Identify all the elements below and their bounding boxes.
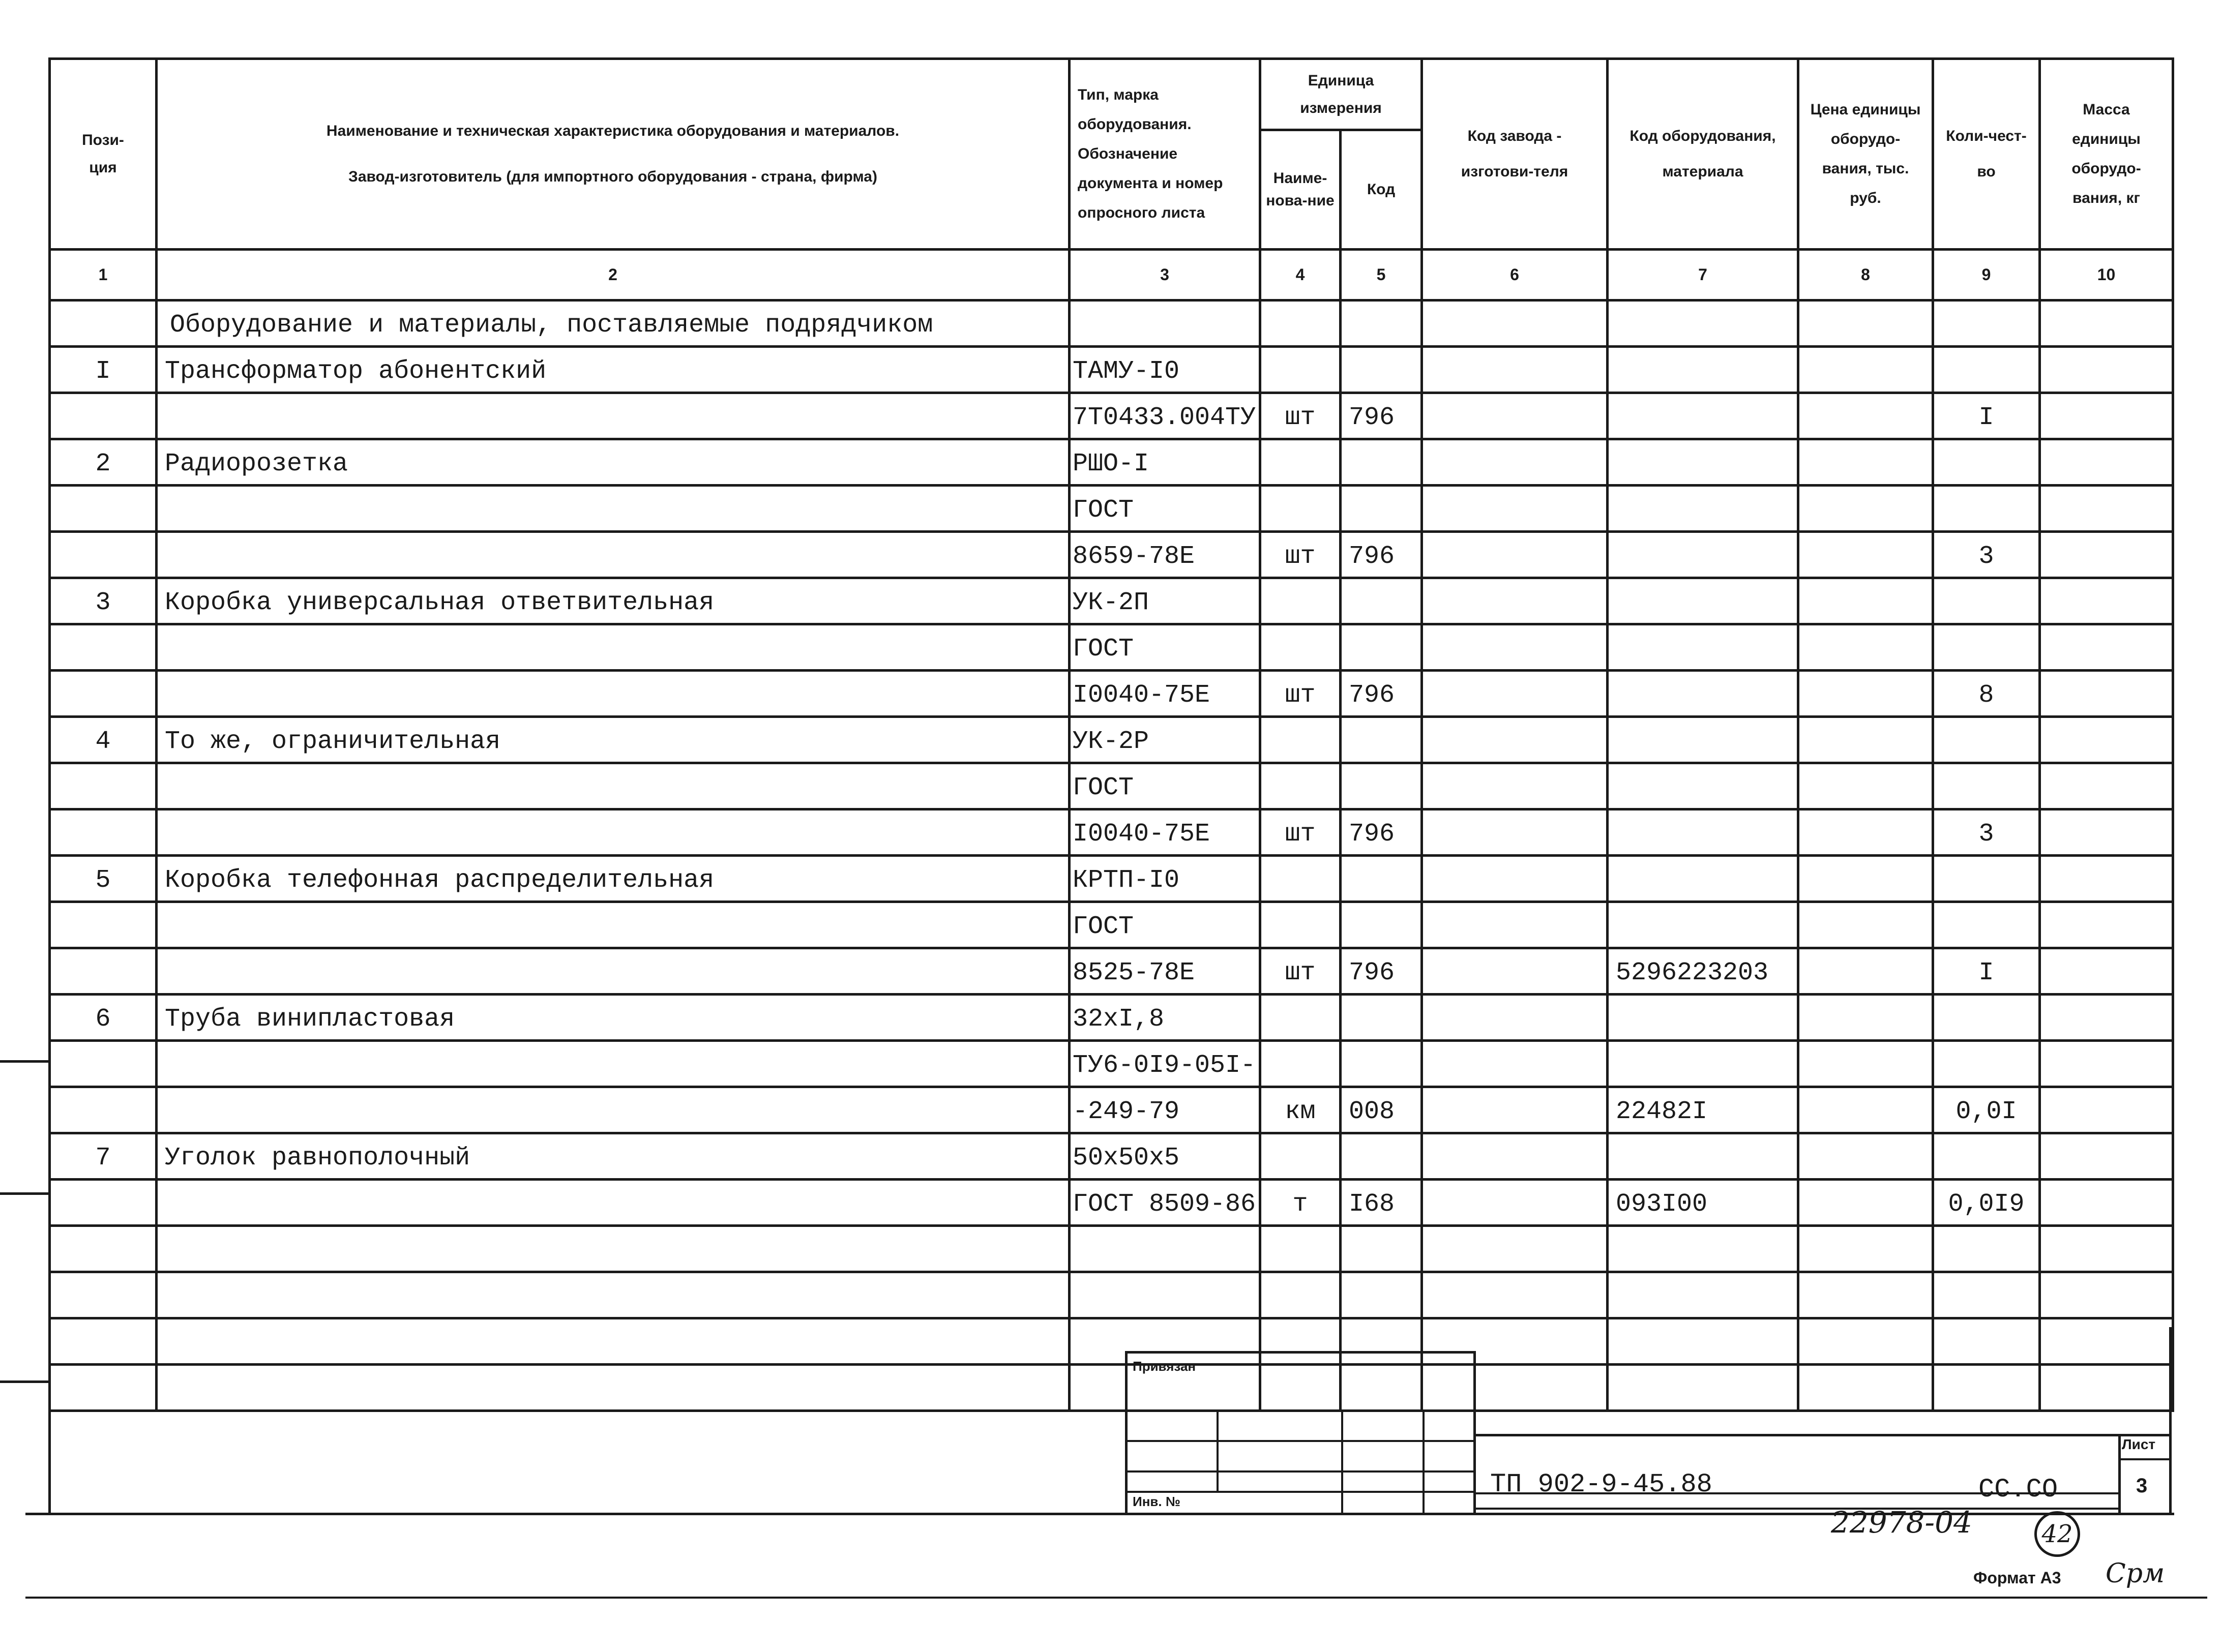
cell-mass: [2040, 948, 2173, 995]
cell-unit-name: [1260, 763, 1341, 809]
cell-type-mark: ГОСТ: [1070, 624, 1260, 671]
cell-price: [1798, 1087, 1933, 1133]
cell-position: [50, 1041, 157, 1087]
header-unit-name: Наиме-нова-ние: [1260, 130, 1341, 250]
cell-quantity: [1933, 1041, 2040, 1087]
cell-material-code: [1608, 763, 1798, 809]
cell-mass: [2040, 1087, 2173, 1133]
cell-unit-code: 796: [1341, 393, 1422, 439]
cell-material-code: 22482I: [1608, 1087, 1798, 1133]
cell-quantity: [1933, 486, 2040, 532]
cell-quantity: [1933, 439, 2040, 486]
cell-price: [1798, 763, 1933, 809]
cell-factory-code: [1422, 393, 1608, 439]
table-row: [50, 671, 2173, 717]
cell-price: [1798, 856, 1933, 902]
cell-unit-name: [1260, 902, 1341, 948]
cell-mass: [2040, 1133, 2173, 1180]
cell-name: Коробка телефонная распределительная: [157, 856, 1070, 902]
cell-type-mark: КРТП-I0: [1070, 856, 1260, 902]
cell-position: [50, 809, 157, 856]
cell-unit-name: [1260, 995, 1341, 1041]
cell-type-mark: РШО-I: [1070, 439, 1260, 486]
cell-name: [157, 948, 1070, 995]
cell-unit-code: [1341, 995, 1422, 1041]
cell-unit-name: [1260, 1041, 1341, 1087]
cell-factory-code: [1422, 301, 1608, 347]
cell-price: [1798, 1272, 1933, 1318]
header-quantity: Коли-чест-во: [1933, 59, 2040, 250]
table-row: [50, 763, 2173, 809]
cell-mass: [2040, 624, 2173, 671]
cell-type-mark: 8659-78Е: [1070, 532, 1260, 578]
cell-factory-code: [1422, 856, 1608, 902]
cell-unit-code: 008: [1341, 1087, 1422, 1133]
cell-position: [50, 763, 157, 809]
cell-quantity: [1933, 347, 2040, 393]
document-code: СС.СО: [1978, 1475, 2058, 1505]
cell-quantity: [1933, 301, 2040, 347]
cell-type-mark: 8525-78Е: [1070, 948, 1260, 995]
cell-type-mark: 32хI,8: [1070, 995, 1260, 1041]
cell-material-code: [1608, 902, 1798, 948]
cell-mass: [2040, 1226, 2173, 1272]
cell-factory-code: [1422, 902, 1608, 948]
col-number-8: 8: [1798, 250, 1933, 301]
cell-material-code: [1608, 439, 1798, 486]
cell-mass: [2040, 902, 2173, 948]
cell-quantity: [1933, 624, 2040, 671]
cell-material-code: [1608, 671, 1798, 717]
cell-material-code: 5296223203: [1608, 948, 1798, 995]
cell-position: [50, 1272, 157, 1318]
cell-mass: [2040, 763, 2173, 809]
cell-type-mark: ТАМУ-I0: [1070, 347, 1260, 393]
cell-position: 2: [50, 439, 157, 486]
cell-unit-code: [1341, 856, 1422, 902]
cell-price: [1798, 347, 1933, 393]
cell-unit-name: км: [1260, 1087, 1341, 1133]
cell-type-mark: -249-79: [1070, 1087, 1260, 1133]
cell-price: [1798, 486, 1933, 532]
table-row: [50, 995, 2173, 1041]
table-row: [50, 856, 2173, 902]
table-row: [50, 1133, 2173, 1180]
cell-material-code: [1608, 486, 1798, 532]
cell-unit-name: [1260, 301, 1341, 347]
cell-type-mark: 50х50х5: [1070, 1133, 1260, 1180]
cell-factory-code: [1422, 532, 1608, 578]
cell-type-mark: УК-2Р: [1070, 717, 1260, 763]
cell-mass: [2040, 1180, 2173, 1226]
cell-unit-name: [1260, 1133, 1341, 1180]
cell-unit-code: [1341, 1133, 1422, 1180]
cell-name: [157, 1087, 1070, 1133]
cell-factory-code: [1422, 1180, 1608, 1226]
table-row: [50, 301, 2173, 347]
cell-type-mark: ГОСТ 8509-86: [1070, 1180, 1260, 1226]
col-number-4: 4: [1260, 250, 1341, 301]
cell-material-code: [1608, 347, 1798, 393]
col-number-3: 3: [1070, 250, 1260, 301]
cell-material-code: [1608, 1226, 1798, 1272]
cell-type-mark: [1070, 1226, 1260, 1272]
cell-name: Коробка универсальная ответвительная: [157, 578, 1070, 624]
cell-quantity: [1933, 1133, 2040, 1180]
inventory-number-label: Инв. №: [1133, 1494, 1180, 1509]
cell-mass: [2040, 671, 2173, 717]
cell-factory-code: [1422, 948, 1608, 995]
cell-mass: [2040, 393, 2173, 439]
cell-unit-name: [1260, 717, 1341, 763]
sheet-number: 3: [2136, 1475, 2148, 1497]
table-row: [50, 393, 2173, 439]
cell-material-code: [1608, 301, 1798, 347]
cell-price: [1798, 532, 1933, 578]
cell-unit-code: [1341, 717, 1422, 763]
cell-position: [50, 1180, 157, 1226]
cell-type-mark: ГОСТ: [1070, 486, 1260, 532]
cell-name: [157, 902, 1070, 948]
cell-mass: [2040, 1041, 2173, 1087]
specification-table: [48, 57, 2174, 1412]
cell-price: [1798, 439, 1933, 486]
cell-factory-code: [1422, 717, 1608, 763]
cell-quantity: I: [1933, 393, 2040, 439]
cell-factory-code: [1422, 1272, 1608, 1318]
cell-material-code: [1608, 393, 1798, 439]
cell-name: [157, 763, 1070, 809]
table-row: [50, 347, 2173, 393]
cell-factory-code: [1422, 995, 1608, 1041]
cell-mass: [2040, 856, 2173, 902]
cell-unit-code: [1341, 347, 1422, 393]
table-row: [50, 578, 2173, 624]
cell-price: [1798, 809, 1933, 856]
cell-type-mark: 7Т0433.004ТУ: [1070, 393, 1260, 439]
cell-quantity: [1933, 1226, 2040, 1272]
cell-quantity: 0,0I9: [1933, 1180, 2040, 1226]
cell-unit-code: [1341, 301, 1422, 347]
cell-quantity: [1933, 763, 2040, 809]
cell-unit-name: шт: [1260, 809, 1341, 856]
cell-factory-code: [1422, 763, 1608, 809]
cell-mass: [2040, 486, 2173, 532]
cell-unit-name: [1260, 486, 1341, 532]
sheet-label: Лист: [2122, 1436, 2156, 1452]
cell-type-mark: [1070, 1272, 1260, 1318]
cell-unit-name: [1260, 1272, 1341, 1318]
title-block-area: [48, 1327, 2172, 1515]
cell-price: [1798, 1133, 1933, 1180]
cell-quantity: I: [1933, 948, 2040, 995]
cell-unit-name: шт: [1260, 671, 1341, 717]
cell-unit-name: шт: [1260, 532, 1341, 578]
cell-unit-name: [1260, 347, 1341, 393]
cell-unit-code: 796: [1341, 948, 1422, 995]
cell-position: [50, 301, 157, 347]
cell-quantity: [1933, 1272, 2040, 1318]
header-mass: Масса единицы оборудо-вания, кг: [2040, 59, 2173, 250]
cell-position: 3: [50, 578, 157, 624]
cell-mass: [2040, 995, 2173, 1041]
cell-unit-code: [1341, 439, 1422, 486]
cell-unit-code: [1341, 763, 1422, 809]
col-number-10: 10: [2040, 250, 2173, 301]
cell-factory-code: [1422, 671, 1608, 717]
cell-name: То же, ограничительная: [157, 717, 1070, 763]
cell-price: [1798, 995, 1933, 1041]
cell-material-code: [1608, 1041, 1798, 1087]
cell-position: [50, 393, 157, 439]
cell-mass: [2040, 439, 2173, 486]
cell-type-mark: I0040-75Е: [1070, 809, 1260, 856]
cell-quantity: 3: [1933, 809, 2040, 856]
archive-number: 22978-04: [1831, 1505, 1972, 1540]
signature: Срм: [2106, 1558, 2165, 1589]
cell-name: [157, 1272, 1070, 1318]
table-row: [50, 439, 2173, 486]
col-number-7: 7: [1608, 250, 1798, 301]
linked-label: Привязан: [1133, 1359, 1196, 1374]
table-row: [50, 1180, 2173, 1226]
cell-unit-code: [1341, 624, 1422, 671]
cell-price: [1798, 671, 1933, 717]
cell-factory-code: [1422, 439, 1608, 486]
cell-quantity: 0,0I: [1933, 1087, 2040, 1133]
cell-unit-code: I68: [1341, 1180, 1422, 1226]
cell-name: [157, 486, 1070, 532]
cell-price: [1798, 902, 1933, 948]
col-number-1: 1: [50, 250, 157, 301]
cell-name: [157, 1180, 1070, 1226]
cell-price: [1798, 301, 1933, 347]
cell-unit-name: шт: [1260, 393, 1341, 439]
cell-material-code: [1608, 532, 1798, 578]
cell-position: 4: [50, 717, 157, 763]
header-unit-code: Код: [1341, 130, 1422, 250]
cell-mass: [2040, 347, 2173, 393]
cell-name: Радиорозетка: [157, 439, 1070, 486]
cell-price: [1798, 717, 1933, 763]
cell-price: [1798, 393, 1933, 439]
cell-unit-code: [1341, 902, 1422, 948]
table-row: [50, 809, 2173, 856]
cell-name: [157, 1226, 1070, 1272]
table-row: [50, 624, 2173, 671]
cell-quantity: 3: [1933, 532, 2040, 578]
cell-unit-code: 796: [1341, 671, 1422, 717]
table-row: [50, 717, 2173, 763]
table-row: [50, 948, 2173, 995]
cell-factory-code: [1422, 1087, 1608, 1133]
column-number-row: [50, 250, 2173, 301]
cell-price: [1798, 948, 1933, 995]
cell-factory-code: [1422, 809, 1608, 856]
cell-material-code: [1608, 1272, 1798, 1318]
cell-type-mark: ТУ6-0I9-05I-: [1070, 1041, 1260, 1087]
cell-material-code: [1608, 856, 1798, 902]
cell-price: [1798, 1180, 1933, 1226]
cell-factory-code: [1422, 624, 1608, 671]
cell-name: Уголок равнополочный: [157, 1133, 1070, 1180]
cell-name: [157, 1041, 1070, 1087]
cell-mass: [2040, 578, 2173, 624]
header-material-code: Код оборудования, материала: [1608, 59, 1798, 250]
cell-position: [50, 902, 157, 948]
cell-position: [50, 1087, 157, 1133]
document-number: ТП 902-9-45.88: [1490, 1469, 1712, 1499]
cell-factory-code: [1422, 1226, 1608, 1272]
cell-material-code: [1608, 809, 1798, 856]
cell-position: [50, 486, 157, 532]
cell-unit-code: [1341, 1226, 1422, 1272]
cell-quantity: [1933, 902, 2040, 948]
cell-material-code: [1608, 624, 1798, 671]
cell-mass: [2040, 1272, 2173, 1318]
table-row: [50, 1272, 2173, 1318]
cell-unit-code: 796: [1341, 809, 1422, 856]
cell-type-mark: ГОСТ: [1070, 902, 1260, 948]
cell-name: Оборудование и материалы, поставляемые подрядчиком: [157, 301, 1070, 347]
cell-position: [50, 1226, 157, 1272]
cell-unit-name: [1260, 578, 1341, 624]
cell-mass: [2040, 532, 2173, 578]
table-row: [50, 902, 2173, 948]
table-row: [50, 486, 2173, 532]
cell-type-mark: УК-2П: [1070, 578, 1260, 624]
cell-unit-code: [1341, 486, 1422, 532]
cell-name: [157, 809, 1070, 856]
cell-price: [1798, 624, 1933, 671]
cell-quantity: [1933, 578, 2040, 624]
cell-unit-code: [1341, 1272, 1422, 1318]
cell-material-code: [1608, 1133, 1798, 1180]
cell-unit-name: т: [1260, 1180, 1341, 1226]
cell-name: [157, 532, 1070, 578]
cell-material-code: [1608, 717, 1798, 763]
cell-position: [50, 948, 157, 995]
cell-price: [1798, 578, 1933, 624]
cell-unit-name: [1260, 624, 1341, 671]
col-number-9: 9: [1933, 250, 2040, 301]
cell-type-mark: [1070, 301, 1260, 347]
cell-name: [157, 624, 1070, 671]
linking-stamp: [1125, 1351, 1476, 1515]
cell-unit-name: шт: [1260, 948, 1341, 995]
cell-factory-code: [1422, 347, 1608, 393]
cell-factory-code: [1422, 486, 1608, 532]
cell-position: I: [50, 347, 157, 393]
cell-price: [1798, 1226, 1933, 1272]
cell-name: Труба винипластовая: [157, 995, 1070, 1041]
header-price: Цена единицы оборудо-вания, тыс. руб.: [1798, 59, 1933, 250]
cell-factory-code: [1422, 1133, 1608, 1180]
cell-type-mark: ГОСТ: [1070, 763, 1260, 809]
cell-mass: [2040, 717, 2173, 763]
table-row: [50, 532, 2173, 578]
format-label: Формат А3: [1973, 1569, 2061, 1587]
cell-position: 5: [50, 856, 157, 902]
cell-position: [50, 671, 157, 717]
col-number-2: 2: [157, 250, 1070, 301]
cell-type-mark: I0040-75Е: [1070, 671, 1260, 717]
cell-mass: [2040, 809, 2173, 856]
cell-quantity: [1933, 856, 2040, 902]
table-row: [50, 1087, 2173, 1133]
header-unit-group: Единица измерения: [1260, 59, 1422, 130]
cell-material-code: [1608, 995, 1798, 1041]
col-number-6: 6: [1422, 250, 1608, 301]
cell-unit-code: [1341, 578, 1422, 624]
cell-unit-name: [1260, 856, 1341, 902]
header-position: Пози- ция: [50, 59, 157, 250]
cell-quantity: 8: [1933, 671, 2040, 717]
cell-quantity: [1933, 717, 2040, 763]
cell-factory-code: [1422, 578, 1608, 624]
table-row: [50, 1041, 2173, 1087]
cell-unit-code: [1341, 1041, 1422, 1087]
cell-unit-code: 796: [1341, 532, 1422, 578]
cell-name: Трансформатор абонентский: [157, 347, 1070, 393]
cell-mass: [2040, 301, 2173, 347]
cell-name: [157, 671, 1070, 717]
circled-number: 42: [2034, 1511, 2080, 1557]
cell-position: 7: [50, 1133, 157, 1180]
cell-quantity: [1933, 995, 2040, 1041]
header-name: Наименование и техническая характеристика оборудования и материалов. Завод-изготовитель (для импортного оборудования - страна, фирма): [157, 59, 1070, 250]
cell-position: [50, 624, 157, 671]
header-type: Тип, марка оборудования. Обозначение документа и номер опросного листа: [1070, 59, 1260, 250]
cell-position: [50, 532, 157, 578]
col-number-5: 5: [1341, 250, 1422, 301]
cell-name: [157, 393, 1070, 439]
header-factory-code: Код завода - изготови-теля: [1422, 59, 1608, 250]
cell-unit-name: [1260, 1226, 1341, 1272]
cell-factory-code: [1422, 1041, 1608, 1087]
cell-material-code: 093I00: [1608, 1180, 1798, 1226]
cell-price: [1798, 1041, 1933, 1087]
cell-unit-name: [1260, 439, 1341, 486]
table-row: [50, 1226, 2173, 1272]
cell-position: 6: [50, 995, 157, 1041]
cell-material-code: [1608, 578, 1798, 624]
